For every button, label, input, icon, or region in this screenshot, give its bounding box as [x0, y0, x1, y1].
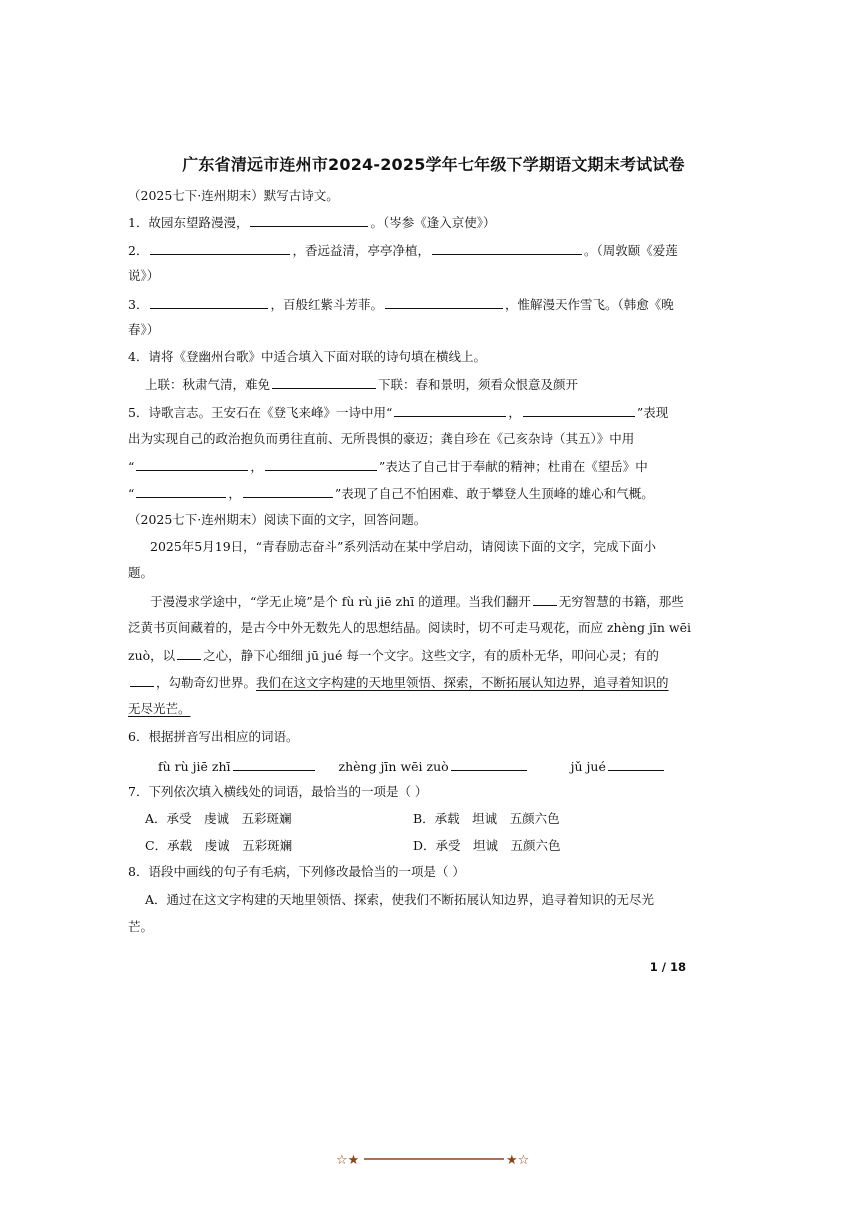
question-2-continued: 说》）: [128, 268, 160, 283]
answer-blank[interactable]: [130, 672, 154, 687]
passage-line-1: [150, 591, 770, 612]
question-3-text: ，百般红紫斗芳菲。: [270, 297, 383, 312]
footer-stars-left: ☆★: [336, 1153, 360, 1168]
section-intro-reading: （2025七下·连州期末）阅读下面的文字，回答问题。: [128, 512, 427, 527]
couplet-lower: 下联：春和景明，须看众恨意及颜开: [378, 377, 579, 392]
comma: ，: [508, 405, 521, 420]
question-3-continued: 春》）: [128, 322, 160, 337]
question-8-option-a-end: 芒。: [128, 919, 154, 934]
quote-open: “: [128, 459, 135, 474]
passage-line-5: [128, 699, 748, 719]
answer-blank[interactable]: [233, 756, 315, 771]
answer-blank[interactable]: [136, 483, 226, 498]
passage-line-4: [128, 672, 748, 693]
question-6-blanks: [158, 756, 778, 777]
question-3: [128, 294, 748, 315]
passage-intro: 2025年5月19日，“青春励志奋斗”系列活动在某中学启动，请阅读下面的文字，完成下面小: [150, 539, 656, 554]
question-1-source: 。（岑参《逢入京使》）: [370, 215, 496, 230]
option-c[interactable]: C．承载 虔诚 五彩斑斓: [145, 838, 293, 853]
option-d[interactable]: D．承受 坦诚 五颜六色: [413, 838, 561, 853]
passage-text: 无穷智慧的书籍，那些: [558, 594, 684, 609]
comma: ，: [228, 486, 241, 501]
underlined-sentence-end: 无尽光芒。: [128, 701, 191, 716]
question-7-options-row-1: [145, 809, 765, 829]
question-1-text: 1．故园东望路漫漫，: [128, 215, 249, 230]
footer-ornament: [336, 1149, 532, 1169]
question-5-text-end: ”表现: [636, 405, 669, 420]
question-3-source: ，惟解漫天作雪飞。（韩愈《晚: [504, 297, 674, 312]
passage-text: 于漫漫求学途中，“学无止境”是个 fù rù jiē zhī 的道理。当我们翻开: [150, 594, 531, 609]
answer-blank[interactable]: [533, 591, 557, 606]
question-5: [128, 402, 748, 423]
answer-blank[interactable]: [265, 456, 377, 471]
question-5-text-3: ”表达了自己甘于奉献的精神；杜甫在《望岳》中: [378, 459, 648, 474]
question-2-source: 。（周敦颐《爱莲: [583, 243, 678, 258]
question-6: 6．根据拼音写出相应的词语。: [128, 729, 299, 744]
pinyin-1: fù rù jiē zhī: [158, 759, 231, 774]
footer-stars-right: ★☆: [506, 1153, 530, 1168]
comma: ，: [250, 459, 263, 474]
question-2: [128, 240, 748, 261]
question-5-line-3: [128, 456, 748, 477]
answer-blank[interactable]: [150, 294, 268, 309]
question-8: 8．语段中画线的句子有毛病，下列修改最恰当的一项是（ ）: [128, 864, 465, 879]
answer-blank[interactable]: [177, 645, 201, 660]
page-number: 1 / 18: [649, 960, 686, 974]
answer-blank[interactable]: [385, 294, 503, 309]
page-title: 广东省清远市连州市2024-2025学年七年级下学期语文期末考试试卷: [182, 155, 685, 174]
pinyin-3: jǔ jué: [570, 759, 606, 774]
question-7-options-row-2: [145, 836, 765, 856]
answer-blank[interactable]: [250, 212, 368, 227]
passage-line-3: [128, 645, 748, 666]
question-5-line-2: 出为实现自己的政治抱负而勇往直前、无所畏惧的豪迈；龚自珍在《己亥杂诗（其五）》中用: [128, 431, 635, 446]
passage-intro-end: 题。: [128, 565, 154, 580]
answer-blank[interactable]: [243, 483, 333, 498]
answer-blank[interactable]: [150, 240, 290, 255]
pinyin-2: zhèng jīn wēi zuò: [338, 759, 449, 774]
passage-line-2: 泛黄书页间藏着的，是古今中外无数先人的思想结晶。阅读时，切不可走马观花，而应 zhèng jīn wēi: [128, 620, 692, 635]
quote-open: “: [128, 486, 135, 501]
passage-text: 之心，静下心细细 jū jué 每一个文字。这些文字，有的质朴无华，叩问心灵；有的: [203, 648, 659, 663]
answer-blank[interactable]: [394, 402, 506, 417]
answer-blank[interactable]: [523, 402, 635, 417]
question-5-text: 5．诗歌言志。王安石在《登飞来峰》一诗中用“: [128, 405, 393, 420]
question-8-option-a[interactable]: A．通过在这文字构建的天地里领悟、探索，使我们不断拓展认知边界，追寻着知识的无尽光: [145, 892, 655, 907]
underlined-sentence: 我们在这文字构建的天地里领悟、探索，不断拓展认知边界，追寻着知识的: [256, 675, 669, 690]
answer-blank[interactable]: [432, 240, 582, 255]
option-a[interactable]: A．承受 虔诚 五彩斑斓: [145, 811, 292, 826]
passage-text: zuò，以: [128, 648, 176, 663]
section-intro-poetry: （2025七下·连州期末）默写古诗文。: [128, 188, 339, 203]
answer-blank[interactable]: [136, 456, 248, 471]
question-1: [128, 212, 748, 233]
couplet-line: [145, 374, 765, 395]
question-5-line-4: [128, 483, 748, 504]
question-3-number: 3．: [128, 297, 149, 312]
option-b[interactable]: B．承载 坦诚 五颜六色: [413, 811, 560, 826]
question-2-text: ，香远益清，亭亭净植，: [292, 243, 430, 258]
answer-blank[interactable]: [451, 756, 527, 771]
question-7: 7．下列依次填入横线处的词语，最恰当的一项是（ ）: [128, 784, 428, 799]
question-4: 4．请将《登幽州台歌》中适合填入下面对联的诗句填在横线上。: [128, 349, 486, 364]
question-2-number: 2．: [128, 243, 149, 258]
question-5-text-4: ”表现了自己不怕困难、敢于攀登人生顶峰的雄心和气概。: [334, 486, 654, 501]
couplet-upper: 上联：秋肃气清，难免: [145, 377, 271, 392]
answer-blank[interactable]: [608, 756, 664, 771]
passage-text: ，勾勒奇幻世界。: [156, 675, 257, 690]
answer-blank[interactable]: [272, 374, 376, 389]
